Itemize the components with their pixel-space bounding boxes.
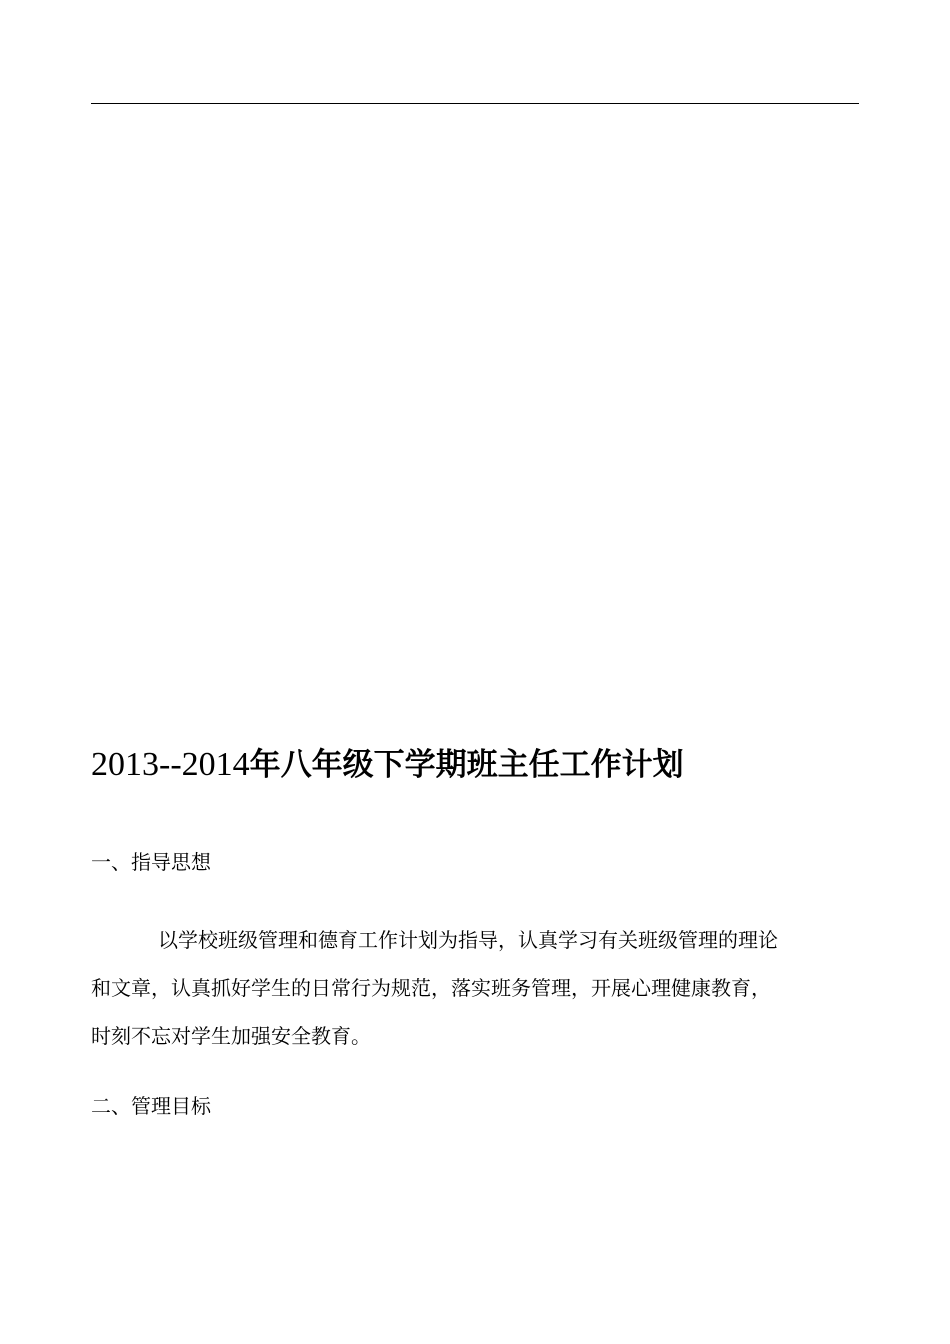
section-heading-management-goals: 二、管理目标 — [91, 1094, 211, 1118]
title-text: 年八年级下学期班主任工作计划 — [249, 747, 684, 783]
paragraph-line: 以学校班级管理和德育工作计划为指导，认真学习有关班级管理的理论 — [158, 928, 778, 952]
guiding-ideology-paragraph — [91, 916, 859, 1060]
paragraph-line: 和文章，认真抓好学生的日常行为规范，落实班务管理，开展心理健康教育， — [91, 976, 771, 1000]
document-title — [91, 742, 859, 787]
section-heading-guiding-ideology: 一、指导思想 — [91, 850, 211, 874]
title-year: 2013--2014 — [91, 746, 250, 783]
header-rule — [91, 103, 859, 104]
paragraph-line: 时刻不忘对学生加强安全教育。 — [91, 1024, 371, 1048]
